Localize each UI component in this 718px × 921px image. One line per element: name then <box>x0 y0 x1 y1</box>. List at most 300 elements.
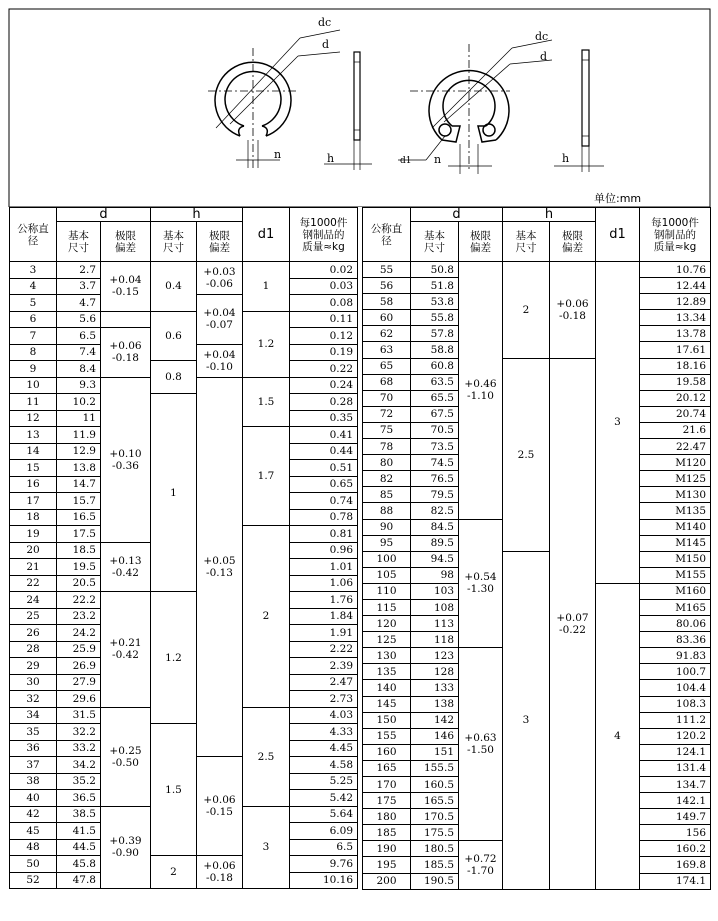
cell-nominal: 42 <box>10 806 57 823</box>
cell-nominal: 200 <box>363 873 411 889</box>
cell-nominal: 26 <box>10 625 57 642</box>
cell-h-basic <box>151 592 197 724</box>
cell-d-tol <box>101 707 151 806</box>
cell-d1 <box>596 262 640 584</box>
cell-weight: 160.2 <box>640 841 711 857</box>
cell-weight: 0.74 <box>290 493 358 510</box>
cell-h-tol <box>197 295 243 345</box>
cell-weight: 5.64 <box>290 806 358 823</box>
cell-nominal: 100 <box>363 551 411 567</box>
cell-d1 <box>243 262 290 312</box>
header-h-basic-line: 尺寸 <box>163 241 185 254</box>
cell-d-basic: 20.5 <box>57 575 101 592</box>
header-h-tolerance-line: 极限 <box>562 229 584 242</box>
cell-d-basic: 84.5 <box>411 519 459 535</box>
cell-d1 <box>243 311 290 377</box>
cell-nominal: 28 <box>10 641 57 658</box>
cell-d-tol-line: +0.54 <box>464 571 497 584</box>
cell-d-basic: 51.8 <box>411 278 459 294</box>
cell-h-tol-line: +0.06 <box>203 794 236 806</box>
header-nominal-diameter <box>363 208 411 262</box>
header-d-basic <box>411 222 459 262</box>
cell-weight: 1.76 <box>290 592 358 609</box>
cell-d-tol <box>101 592 151 708</box>
cell-d-tol-line: -0.50 <box>112 756 139 769</box>
cell-h-tol-line: +0.06 <box>556 297 589 310</box>
header-h-basic-line: 基本 <box>515 229 537 242</box>
label-h-left: h <box>327 152 335 165</box>
cell-h-tol-line: -0.10 <box>206 360 233 373</box>
cell-weight: 21.6 <box>640 422 711 438</box>
cell-nominal: 155 <box>363 728 411 744</box>
cell-nominal: 58 <box>363 294 411 310</box>
cell-d-tol <box>459 648 503 841</box>
cell-d-basic: 190.5 <box>411 873 459 889</box>
header-weight-line: 质量≈kg <box>302 240 345 253</box>
cell-h-basic <box>151 311 197 361</box>
cell-d-basic: 13.8 <box>57 460 101 477</box>
cell-h-tol-line: -0.13 <box>206 566 233 579</box>
cell-h-tol-line: -0.22 <box>559 623 586 636</box>
cell-nominal: 18 <box>10 509 57 526</box>
cell-d-basic: 8.4 <box>57 361 101 378</box>
cell-d-tol <box>459 841 503 889</box>
header-nominal-diameter-line: 公称直 <box>370 222 403 235</box>
cell-nominal: 7 <box>10 328 57 345</box>
cell-weight: 111.2 <box>640 712 711 728</box>
cell-d-basic: 9.3 <box>57 377 101 394</box>
cell-d-basic: 32.2 <box>57 724 101 741</box>
cell-weight: 5.42 <box>290 790 358 807</box>
cell-nominal: 37 <box>10 757 57 774</box>
cell-d-basic: 180.5 <box>411 841 459 857</box>
cell-d-basic: 128 <box>411 664 459 680</box>
cell-d-basic: 6.5 <box>57 328 101 345</box>
header-d-basic-line: 基本 <box>424 229 445 242</box>
cell-d-basic: 5.6 <box>57 311 101 328</box>
cell-nominal: 52 <box>10 872 57 889</box>
cell-d1-line: 1 <box>262 280 270 293</box>
cell-h-basic-line: 1.5 <box>165 783 182 796</box>
cell-d-tol-line: +0.72 <box>464 853 497 866</box>
header-nominal-diameter-line: 径 <box>27 234 39 247</box>
cell-h-tol <box>550 358 596 889</box>
cell-nominal: 78 <box>363 439 411 455</box>
cell-nominal: 135 <box>363 664 411 680</box>
cell-nominal: 30 <box>10 674 57 691</box>
cell-nominal: 20 <box>10 542 57 559</box>
cell-weight: 1.84 <box>290 608 358 625</box>
cell-weight: 20.74 <box>640 406 711 422</box>
cell-d-tol <box>101 328 151 378</box>
cell-d-basic: 36.5 <box>57 790 101 807</box>
cell-nominal: 40 <box>10 790 57 807</box>
header-d: d <box>57 208 151 222</box>
cell-d-tol <box>101 542 151 592</box>
cell-d-basic: 138 <box>411 696 459 712</box>
cell-nominal: 90 <box>363 519 411 535</box>
cell-nominal: 12 <box>10 410 57 427</box>
cell-d-basic: 155.5 <box>411 760 459 776</box>
table-row <box>10 724 358 741</box>
cell-h-tol-line: -0.06 <box>206 278 233 290</box>
table-row <box>10 394 358 411</box>
cell-nominal: 36 <box>10 740 57 757</box>
cell-nominal: 65 <box>363 358 411 374</box>
cell-d-basic: 74.5 <box>411 455 459 471</box>
cell-weight: 149.7 <box>640 809 711 825</box>
cell-d-tol-line: +0.25 <box>109 744 142 757</box>
retaining-ring-drawing <box>0 0 718 207</box>
cell-h-basic <box>503 262 550 359</box>
cell-d-basic: 98 <box>411 567 459 583</box>
table-row <box>10 592 358 609</box>
cell-weight: 6.5 <box>290 839 358 856</box>
cell-d-tol-line: -1.50 <box>467 744 494 757</box>
label-h-right: h <box>562 152 570 165</box>
cell-weight: 91.83 <box>640 648 711 664</box>
cell-d-basic: 3.7 <box>57 278 101 295</box>
table-row <box>363 551 711 567</box>
cell-h-tol-line: +0.03 <box>203 266 236 278</box>
header-d-basic-line: 尺寸 <box>68 241 89 254</box>
cell-nominal: 13 <box>10 427 57 444</box>
cell-nominal: 85 <box>363 487 411 503</box>
cell-h-basic-line: 2 <box>170 866 177 878</box>
cell-weight: 100.7 <box>640 664 711 680</box>
cell-d-basic: 16.5 <box>57 509 101 526</box>
cell-nominal: 19 <box>10 526 57 543</box>
cell-d-basic: 17.5 <box>57 526 101 543</box>
cell-nominal: 105 <box>363 567 411 583</box>
cell-weight: 156 <box>640 825 711 841</box>
cell-weight: 0.28 <box>290 394 358 411</box>
cell-h-basic-line: 0.4 <box>165 280 182 293</box>
cell-weight: 0.81 <box>290 526 358 543</box>
cell-weight: 4.03 <box>290 707 358 724</box>
header-h-basic <box>503 222 550 262</box>
cell-nominal: 10 <box>10 377 57 394</box>
cell-d-basic: 89.5 <box>411 535 459 551</box>
cell-weight: 174.1 <box>640 873 711 889</box>
table-row <box>10 311 358 328</box>
cell-nominal: 150 <box>363 712 411 728</box>
label-d-right: d <box>540 50 548 63</box>
cell-d-tol-line: -1.10 <box>467 390 494 403</box>
cell-nominal: 9 <box>10 361 57 378</box>
header-d-tolerance <box>101 222 151 262</box>
cell-d-basic: 38.5 <box>57 806 101 823</box>
cell-nominal: 38 <box>10 773 57 790</box>
cell-nominal: 4 <box>10 278 57 295</box>
header-h-basic-line: 尺寸 <box>515 241 537 254</box>
cell-d-basic: 108 <box>411 599 459 615</box>
cell-d-basic: 151 <box>411 744 459 760</box>
cell-d-basic: 165.5 <box>411 793 459 809</box>
cell-weight: 6.09 <box>290 823 358 840</box>
cell-d-basic: 94.5 <box>411 551 459 567</box>
cell-d-basic: 175.5 <box>411 825 459 841</box>
cell-h-tol-line: -0.18 <box>206 872 233 884</box>
cell-d-basic: 23.2 <box>57 608 101 625</box>
cell-weight: 19.58 <box>640 374 711 390</box>
cell-nominal: 165 <box>363 760 411 776</box>
cell-h-basic <box>151 856 197 889</box>
cell-weight: M150 <box>640 551 711 567</box>
cell-nominal: 140 <box>363 680 411 696</box>
cell-d-tol-line: +0.39 <box>109 835 142 848</box>
cell-d1-line: 3 <box>614 416 621 429</box>
cell-nominal: 195 <box>363 857 411 873</box>
cell-nominal: 48 <box>10 839 57 856</box>
cell-h-tol-line: +0.04 <box>203 348 236 361</box>
cell-h-basic <box>503 358 550 551</box>
cell-weight: 13.78 <box>640 326 711 342</box>
cell-nominal: 21 <box>10 559 57 576</box>
cell-d-basic: 58.8 <box>411 342 459 358</box>
cell-nominal: 130 <box>363 648 411 664</box>
cell-weight: 0.24 <box>290 377 358 394</box>
cell-nominal: 32 <box>10 691 57 708</box>
cell-h-basic-line: 1 <box>170 486 177 499</box>
cell-nominal: 17 <box>10 493 57 510</box>
table-row <box>10 361 358 378</box>
cell-d1 <box>596 583 640 889</box>
cell-d-basic: 12.9 <box>57 443 101 460</box>
header-d-tolerance <box>459 222 503 262</box>
header-d-tolerance-line: 偏差 <box>115 241 136 254</box>
header-d-basic-line: 尺寸 <box>424 241 445 254</box>
cell-d1 <box>243 806 290 889</box>
cell-d-tol-line: +0.21 <box>109 637 142 650</box>
cell-weight: 18.16 <box>640 358 711 374</box>
cell-h-tol <box>197 377 243 757</box>
cell-d-basic: 31.5 <box>57 707 101 724</box>
cell-nominal: 22 <box>10 575 57 592</box>
cell-nominal: 170 <box>363 777 411 793</box>
header-d-tolerance-line: 偏差 <box>470 241 491 254</box>
cell-nominal: 11 <box>10 394 57 411</box>
header-weight-line: 质量≈kg <box>653 240 697 253</box>
cell-d-basic: 55.8 <box>411 310 459 326</box>
cell-nominal: 75 <box>363 422 411 438</box>
header-d-tolerance-line: 极限 <box>115 229 136 242</box>
cell-d-basic: 15.7 <box>57 493 101 510</box>
cell-nominal: 60 <box>363 310 411 326</box>
cell-weight: M165 <box>640 599 711 615</box>
cell-d-basic: 22.2 <box>57 592 101 609</box>
cell-d-basic: 82.5 <box>411 503 459 519</box>
cell-weight: 0.44 <box>290 443 358 460</box>
cell-d-tol <box>459 262 503 520</box>
header-nominal-diameter <box>10 208 57 262</box>
cell-d-basic: 73.5 <box>411 439 459 455</box>
cell-d-tol-line: -0.42 <box>112 566 139 579</box>
cell-d-tol-line: -0.42 <box>112 649 139 662</box>
cell-nominal: 5 <box>10 295 57 312</box>
cell-weight: 0.11 <box>290 311 358 328</box>
cell-d-basic: 185.5 <box>411 857 459 873</box>
cell-d1 <box>243 526 290 708</box>
cell-weight: 12.89 <box>640 294 711 310</box>
cell-d-tol <box>101 377 151 542</box>
header-nominal-diameter-line: 公称直 <box>17 222 49 235</box>
cell-h-tol-line: -0.18 <box>559 309 586 322</box>
cell-d-basic: 142 <box>411 712 459 728</box>
cell-h-basic-line: 1.2 <box>165 651 182 664</box>
cell-d-basic: 133 <box>411 680 459 696</box>
cell-h-tol-line: +0.05 <box>203 554 236 567</box>
cell-nominal: 190 <box>363 841 411 857</box>
cell-h-basic <box>151 724 197 856</box>
cell-d1-line: 3 <box>262 841 270 854</box>
cell-d-tol-line: +0.06 <box>109 340 142 353</box>
cell-nominal: 3 <box>10 262 57 279</box>
cell-nominal: 180 <box>363 809 411 825</box>
ring-front-view-right <box>398 40 552 174</box>
cell-weight: 13.34 <box>640 310 711 326</box>
cell-nominal: 45 <box>10 823 57 840</box>
cell-weight: 12.44 <box>640 278 711 294</box>
cell-weight: 17.61 <box>640 342 711 358</box>
spec-table-right <box>362 207 711 890</box>
cell-weight: 0.19 <box>290 344 358 361</box>
cell-d1-line: 1.7 <box>257 470 275 482</box>
cell-weight: 4.58 <box>290 757 358 774</box>
cell-nominal: 110 <box>363 583 411 599</box>
cell-nominal: 95 <box>363 535 411 551</box>
cell-d-basic: 118 <box>411 632 459 648</box>
header-h-basic-line: 基本 <box>163 229 185 242</box>
header-d-basic <box>57 222 101 262</box>
cell-weight: 4.33 <box>290 724 358 741</box>
cell-d-basic: 4.7 <box>57 295 101 312</box>
cell-weight: M130 <box>640 487 711 503</box>
cell-d-basic: 27.9 <box>57 674 101 691</box>
cell-h-basic-line: 0.8 <box>165 371 182 383</box>
cell-d-basic: 53.8 <box>411 294 459 310</box>
label-dc-right: dc <box>535 30 549 43</box>
cell-weight: M160 <box>640 583 711 599</box>
cell-d1-line: 1.2 <box>257 338 275 350</box>
header-weight-line: 钢制品的 <box>654 228 697 241</box>
cell-weight: M145 <box>640 535 711 551</box>
header-h: h <box>503 208 596 222</box>
cell-nominal: 185 <box>363 825 411 841</box>
cell-h-basic <box>151 361 197 394</box>
cell-nominal: 25 <box>10 608 57 625</box>
cell-d-tol-line: -0.36 <box>112 459 139 472</box>
spec-table-left <box>9 207 358 889</box>
cell-nominal: 145 <box>363 696 411 712</box>
cell-d-basic: 7.4 <box>57 344 101 361</box>
cell-nominal: 160 <box>363 744 411 760</box>
cell-d-basic: 11 <box>57 410 101 427</box>
cell-weight: M155 <box>640 567 711 583</box>
cell-d-tol-line: -0.18 <box>112 352 139 365</box>
cell-weight: 0.35 <box>290 410 358 427</box>
cell-nominal: 88 <box>363 503 411 519</box>
header-weight <box>640 208 711 262</box>
cell-weight: 80.06 <box>640 616 711 632</box>
cell-nominal: 175 <box>363 793 411 809</box>
cell-d-basic: 50.8 <box>411 262 459 278</box>
header-h: h <box>151 208 243 222</box>
cell-d-basic: 79.5 <box>411 487 459 503</box>
cell-d-basic: 24.2 <box>57 625 101 642</box>
cell-d-basic: 160.5 <box>411 777 459 793</box>
cell-nominal: 80 <box>363 455 411 471</box>
cell-d-basic: 123 <box>411 648 459 664</box>
cell-d-basic: 35.2 <box>57 773 101 790</box>
label-n-left: n <box>274 148 282 161</box>
cell-weight: 0.41 <box>290 427 358 444</box>
cell-d-basic: 41.5 <box>57 823 101 840</box>
cell-nominal: 82 <box>363 471 411 487</box>
unit-label: 单位:mm <box>594 192 642 205</box>
cell-weight: M125 <box>640 471 711 487</box>
header-h-tolerance <box>550 222 596 262</box>
cell-d-basic: 44.5 <box>57 839 101 856</box>
cell-nominal: 6 <box>10 311 57 328</box>
cell-d-basic: 60.8 <box>411 358 459 374</box>
cell-nominal: 68 <box>363 374 411 390</box>
header-d1: d1 <box>243 208 290 262</box>
cell-d-basic: 70.5 <box>411 422 459 438</box>
cell-weight: 2.47 <box>290 674 358 691</box>
cell-d-basic: 67.5 <box>411 406 459 422</box>
cell-weight: 2.39 <box>290 658 358 675</box>
cell-d-basic: 29.6 <box>57 691 101 708</box>
cell-h-basic-line: 2 <box>522 303 530 316</box>
cell-d-tol-line: +0.46 <box>464 378 497 391</box>
header-d: d <box>411 208 503 222</box>
cell-d-tol-line: -0.90 <box>112 847 139 860</box>
cell-weight: 0.78 <box>290 509 358 526</box>
cell-d-basic: 63.5 <box>411 374 459 390</box>
cell-d-basic: 19.5 <box>57 559 101 576</box>
cell-d-basic: 33.2 <box>57 740 101 757</box>
cell-d-basic: 47.8 <box>57 872 101 889</box>
cell-d1 <box>243 707 290 806</box>
cell-d1-line: 1.5 <box>257 395 275 408</box>
cell-nominal: 56 <box>363 278 411 294</box>
cell-d-basic: 25.9 <box>57 641 101 658</box>
cell-nominal: 16 <box>10 476 57 493</box>
cell-weight: 124.1 <box>640 744 711 760</box>
cell-d-basic: 146 <box>411 728 459 744</box>
cell-d-tol-line: -1.30 <box>467 583 494 596</box>
cell-weight: 0.96 <box>290 542 358 559</box>
cell-d-basic: 113 <box>411 616 459 632</box>
cell-weight: 0.65 <box>290 476 358 493</box>
cell-h-tol-line: -0.15 <box>206 806 233 818</box>
cell-weight: 120.2 <box>640 728 711 744</box>
cell-weight: 0.02 <box>290 262 358 279</box>
cell-h-basic-line: 2.5 <box>517 448 535 461</box>
cell-d-tol-line: +0.04 <box>109 274 142 287</box>
cell-d-basic: 34.2 <box>57 757 101 774</box>
cell-d-basic: 11.9 <box>57 427 101 444</box>
cell-d-basic: 103 <box>411 583 459 599</box>
cell-weight: 20.12 <box>640 390 711 406</box>
cell-h-tol-line: +0.04 <box>203 307 236 320</box>
cell-weight: 22.47 <box>640 439 711 455</box>
cell-d-tol <box>459 519 503 648</box>
cell-d1-line: 2.5 <box>257 750 275 763</box>
cell-weight: 134.7 <box>640 777 711 793</box>
cell-weight: 131.4 <box>640 760 711 776</box>
